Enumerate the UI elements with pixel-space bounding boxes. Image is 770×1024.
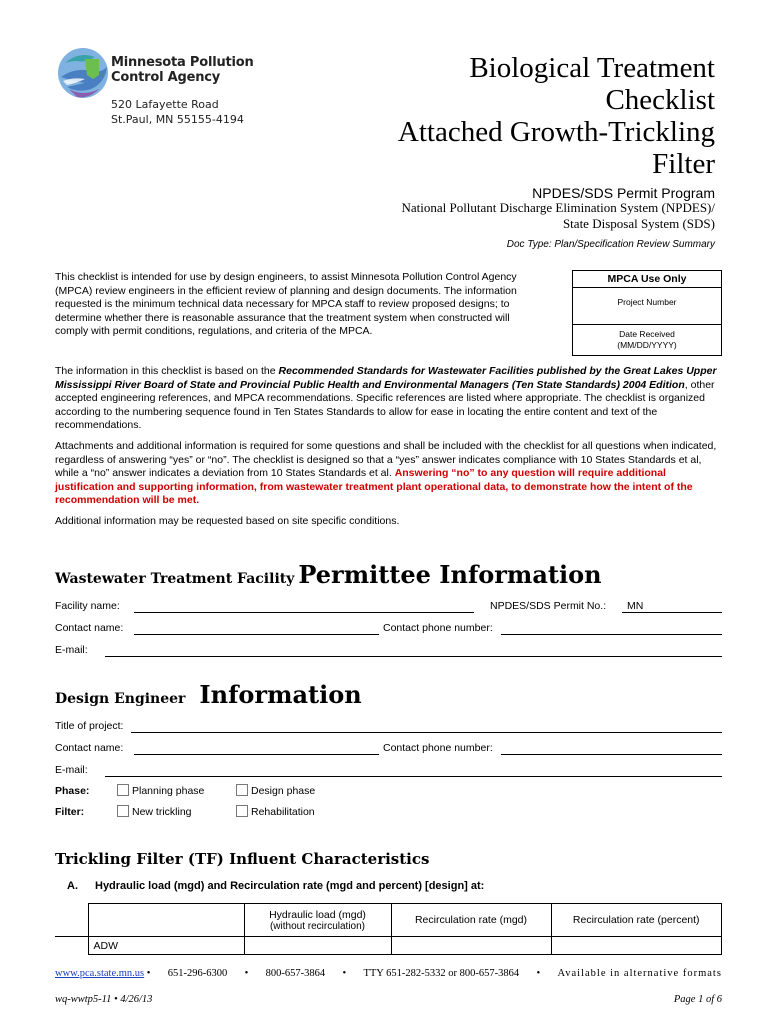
table-blank-header-2 — [88, 904, 244, 937]
standards-text-a: The information in this checklist is based on the — [55, 365, 279, 377]
hydraulic-load-table — [55, 903, 722, 955]
adw-recirc-mgd-cell[interactable] — [391, 937, 551, 955]
footer-meta-line — [55, 993, 722, 1006]
additional-info-paragraph: Additional information may be requested based on site specific conditions. — [55, 515, 400, 527]
adw-hydraulic-load-cell[interactable] — [244, 937, 391, 955]
col-recirc-percent: Recirculation rate (percent) — [551, 904, 722, 937]
contact-phone-label: Contact phone number: — [383, 622, 493, 634]
footer-phone-1: 651-296-6300 — [167, 968, 228, 979]
design-phase-checkbox[interactable] — [236, 784, 248, 796]
tf-influent-heading: Trickling Filter (TF) Influent Characteristics — [55, 850, 430, 868]
project-number-field[interactable] — [573, 288, 721, 324]
permit-number-value: MN — [627, 600, 644, 612]
engineer-contact-name-label: Contact name: — [55, 742, 124, 754]
permittee-heading-big: Permittee Information — [298, 560, 602, 589]
footer-page-number: Page 1 of 6 — [673, 994, 722, 1005]
title-line-3: Attached Growth-Trickling — [397, 116, 715, 148]
col-hydraulic-load-label: Hydraulic load (mgd) — [269, 908, 366, 921]
design-phase-option[interactable] — [236, 784, 315, 797]
engineer-contact-phone-label: Contact phone number: — [383, 742, 493, 754]
npdes-line-2: State Disposal System (SDS) — [562, 216, 715, 231]
date-received-field[interactable] — [573, 324, 721, 355]
standards-reference: Recommended Standards for Wastewater Facilities published by the Great Lakes Upper Mississippi River Board of State and Provincial Public Health and Environmental Managers (Ten State Standards) 2004 Edition — [55, 365, 717, 391]
program-name: NPDES/SDS Permit Program — [532, 185, 715, 201]
attachments-text: Attachments and additional information is required for some questions and shall be included with the checklist for all questions when indicated, regardless of answering “yes” or “no”. The checklist is designed so that a “yes” answer indicates compliance with 10 States Standards et al, while a “no” answer indicates a deviation from 10 States Standards et al. — [55, 440, 717, 479]
address-line-1: 520 Lafayette Road — [111, 98, 219, 111]
answer-no-warning: Answering “no” to any question will require additional justification and supporting information, from wastewater treatment plant operational data, to demonstrate how the intent of the recommendation will be met. — [55, 467, 693, 506]
project-number-label: Project Number — [617, 297, 677, 307]
intro-paragraph: This checklist is intended for use by design engineers, to assist Minnesota Pollution Control Agency (MPCA) review engineers in the efficient review of planning and design documents. The information requested is the minimum technical data necessary for MPCA staff to review proposed designs; to determine whether there is reasonable assurance that the treatment system when constructed will comply with permit conditions, regulations, and criteria of the MPCA. — [55, 271, 517, 337]
agency-name — [111, 55, 254, 85]
engineer-heading-big: Information — [199, 680, 362, 709]
table-header-row — [55, 904, 722, 937]
col-recirc-mgd: Recirculation rate (mgd) — [391, 904, 551, 937]
contact-phone-field[interactable] — [501, 623, 722, 635]
email-field[interactable] — [105, 645, 722, 657]
col-hydraulic-load-note: (without recirculation) — [269, 920, 366, 932]
doc-type: Doc Type: Plan/Specification Review Summary — [506, 239, 715, 250]
title-line-1: Biological Treatment — [469, 52, 715, 84]
planning-phase-label: Planning phase — [132, 785, 205, 797]
agency-address — [111, 97, 244, 127]
mpca-logo — [55, 45, 115, 101]
facility-name-field[interactable] — [134, 601, 474, 613]
permit-number-field[interactable] — [622, 601, 722, 613]
row-adw-label: ADW — [88, 937, 244, 955]
footer-phone-2: 800-657-3864 — [265, 968, 326, 979]
table-blank-header — [55, 904, 88, 937]
standards-text-c: , other accepted engineering references, and MPCA recommendations. Specific references are listed where appropriate. The checklist is organized according to the numbering sequence found in Ten States Standards to allow for ease in locating the entire content and text of the recommendations. — [55, 378, 715, 431]
website-link[interactable]: www.pca.state.mn.us — [55, 968, 145, 979]
project-title-field[interactable] — [131, 721, 722, 733]
document-title — [398, 52, 715, 180]
date-received-label-1: Date Received — [619, 329, 675, 339]
email-label: E-mail: — [55, 644, 88, 656]
agency-line-2: Control Agency — [111, 70, 221, 85]
npdes-description — [401, 200, 715, 232]
permittee-heading-small: Wastewater Treatment Facility — [55, 571, 295, 587]
col-hydraulic-load — [244, 904, 391, 937]
title-line-4: Filter — [652, 148, 715, 180]
new-trickling-option[interactable] — [117, 805, 192, 818]
table-row — [55, 937, 722, 955]
rehabilitation-option[interactable] — [236, 805, 315, 818]
footer-doc-code: wq-wwtp5-11 • 4/26/13 — [55, 994, 153, 1005]
contact-name-field[interactable] — [134, 623, 379, 635]
engineer-email-label: E-mail: — [55, 764, 88, 776]
item-a-text: Hydraulic load (mgd) and Recirculation rate (mgd and percent) [design] at: — [95, 880, 485, 892]
footer-tty: TTY 651-282-5332 or 800-657-3864 — [363, 968, 520, 979]
engineer-heading-small: Design Engineer — [55, 691, 186, 707]
engineer-contact-phone-field[interactable] — [501, 743, 722, 755]
title-line-2: Checklist — [605, 84, 715, 116]
npdes-line-1: National Pollutant Discharge Elimination System (NPDES)/ — [401, 200, 715, 215]
item-a-letter: A. — [67, 880, 78, 892]
mpca-use-only-heading: MPCA Use Only — [573, 271, 721, 288]
table-row-blank — [55, 937, 88, 955]
mpca-use-only-box — [572, 270, 722, 356]
project-title-label: Title of project: — [55, 720, 124, 732]
design-phase-label: Design phase — [251, 785, 316, 797]
phase-label: Phase: — [55, 785, 90, 797]
address-line-2: St.Paul, MN 55155-4194 — [111, 113, 244, 126]
engineer-contact-name-field[interactable] — [134, 743, 379, 755]
permit-number-label: NPDES/SDS Permit No.: — [490, 600, 607, 612]
planning-phase-checkbox[interactable] — [117, 784, 129, 796]
engineer-email-field[interactable] — [105, 765, 722, 777]
engineer-heading — [55, 680, 362, 709]
permittee-heading — [55, 560, 602, 589]
contact-name-label: Contact name: — [55, 622, 124, 634]
date-received-label-2: (MM/DD/YYYY) — [617, 340, 677, 350]
adw-recirc-percent-cell[interactable] — [551, 937, 722, 955]
agency-line-1: Minnesota Pollution — [111, 55, 254, 70]
filter-label: Filter: — [55, 806, 85, 818]
attachments-paragraph — [55, 440, 720, 508]
rehabilitation-checkbox[interactable] — [236, 805, 248, 817]
footer-contact-line: www.pca.state.mn.us • 651-296-6300 • 800-657-3864 • TTY 651-282-5332 or 800-657-3864 • Available in alternative formats — [55, 968, 722, 979]
facility-name-label: Facility name: — [55, 600, 120, 612]
new-trickling-checkbox[interactable] — [117, 805, 129, 817]
rehabilitation-label: Rehabilitation — [251, 806, 315, 818]
new-trickling-label: New trickling — [132, 806, 192, 818]
footer-alt-formats: Available in alternative formats — [557, 968, 722, 979]
planning-phase-option[interactable] — [117, 784, 204, 797]
page-footer — [55, 967, 722, 1006]
standards-paragraph — [55, 365, 720, 433]
